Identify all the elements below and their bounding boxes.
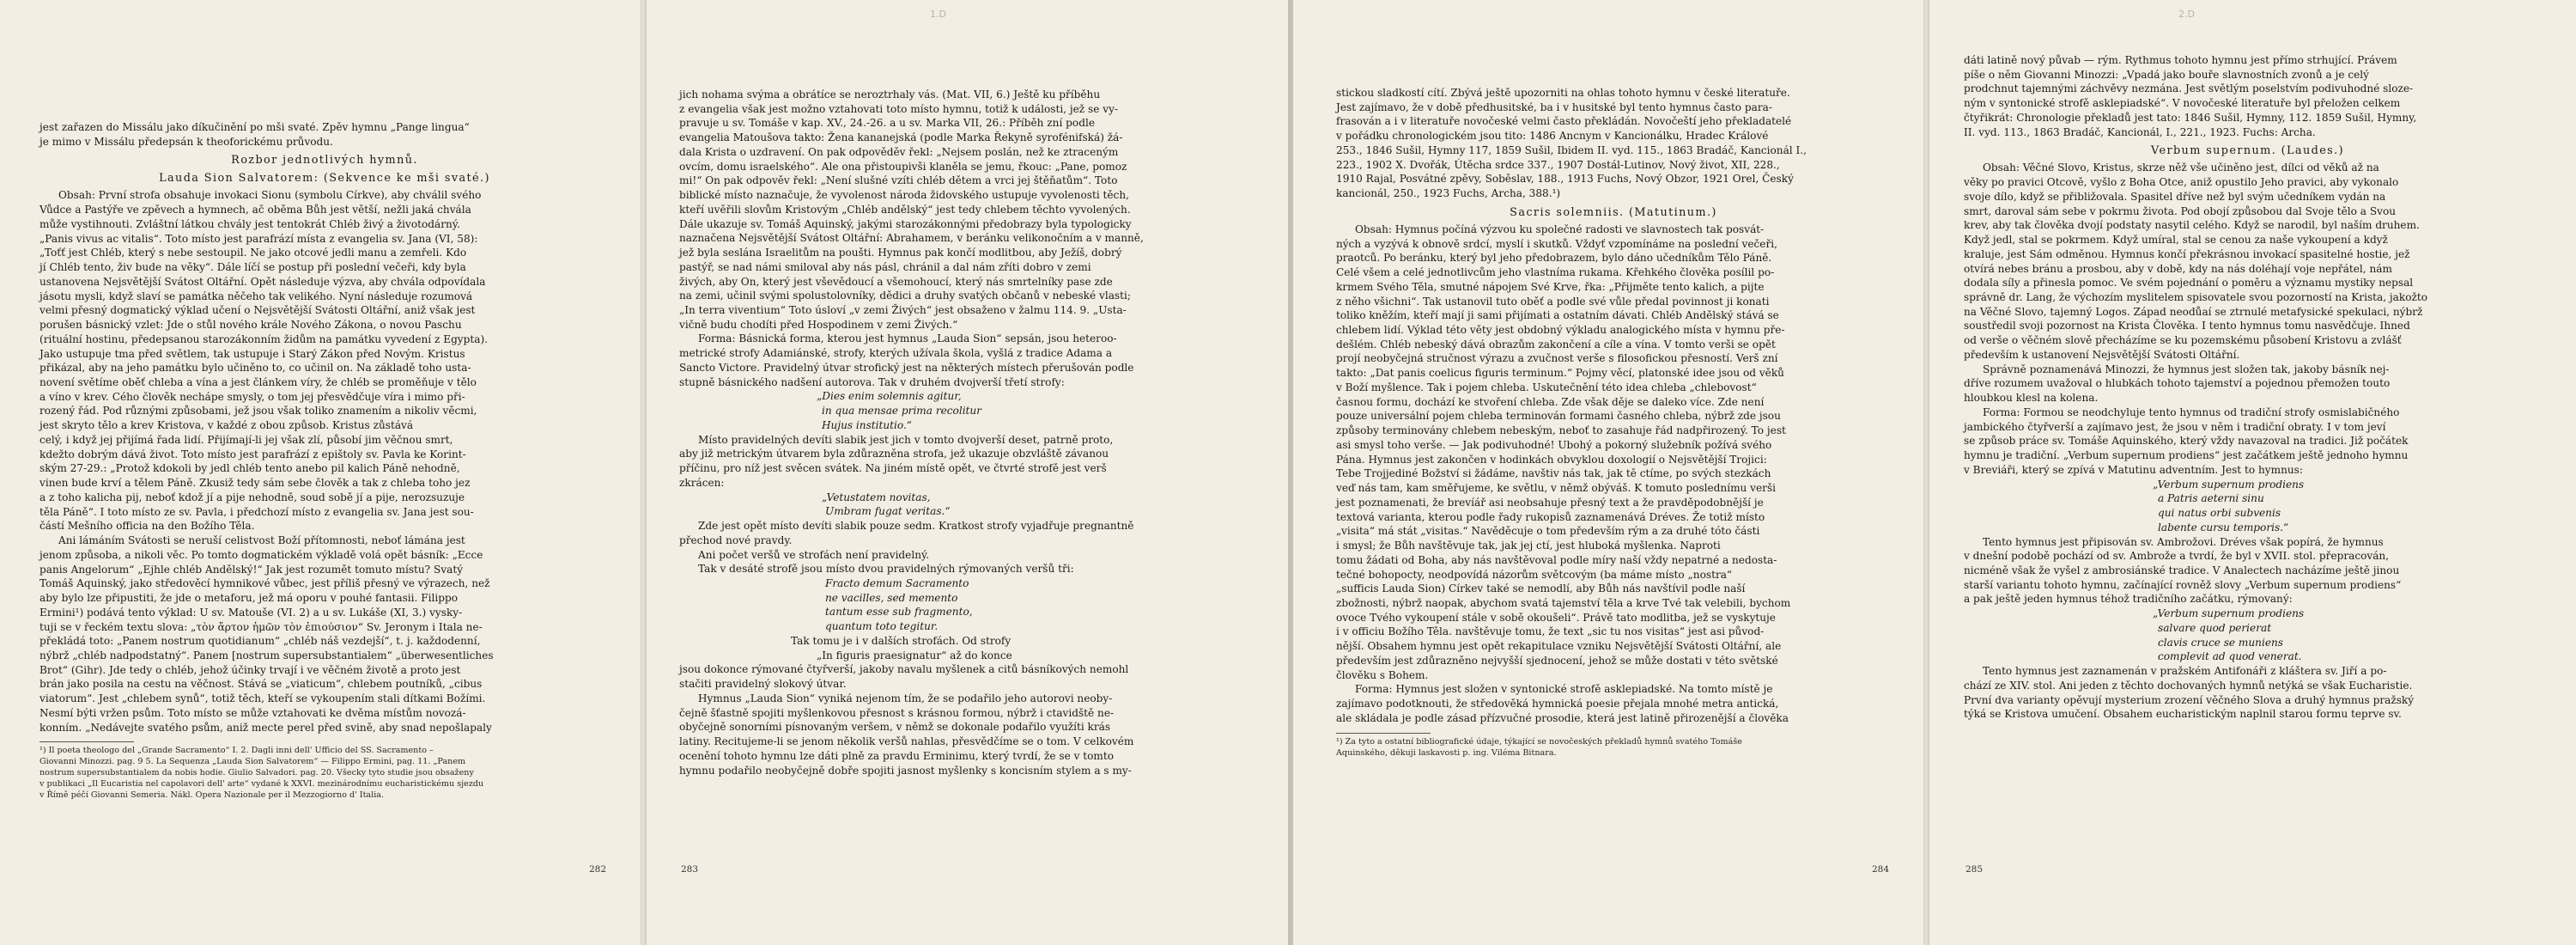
verse-line: complevit ad quod venerat. <box>2158 650 2302 663</box>
text-line: aby bylo lze připustiti, že jde o metaforu, jež má oporu v pouhé fantasii. Filippo <box>39 592 458 605</box>
text-line: ustanovena Nejsvětější Svátost Oltářní. Opět následuje výzva, aby chvála odpovídala <box>39 275 486 288</box>
page-284 <box>1293 0 1925 945</box>
text-line: Sancto Victore. Pravidelný útvar strofický jest na některých místech přerušován podle <box>679 361 1134 374</box>
text-line: dala Krista o uzdravení. On pak odpověděv řekl: „Nejsem poslán, než ke ztraceným <box>679 145 1119 158</box>
text-line: v Breviáři, který se zpívá v Matutinu adventním. Jest to hymnus: <box>1964 463 2303 476</box>
text-line: Forma: Básnická forma, kterou jest hymnus „Lauda Sion“ sepsán, jsou heteroo- <box>698 332 1117 345</box>
text-line: v pořádku chronologickém jsou tito: 1486 Ancnym v Kancionálku, Hradec Králové <box>1336 130 1769 143</box>
footnote: v publikaci „Il Eucaristia nel capolavori dell' arte“ vydané k XXVI. mezinárodnímu eucharistickému sjezdu <box>39 779 484 790</box>
text-line: vičně budu chodíti před Hospodinem v zemi Živých.“ <box>679 318 958 331</box>
text-line: otvírá nebes bránu a prosbou, aby v době, kdy na nás doléhají voje nepřátel, nám <box>1964 262 2392 275</box>
text-line: živých, aby On, který jest vševědoucí a všemohoucí, který nás smrtelníky pase zde <box>679 275 1113 288</box>
text-line: dodala síly a přinesla pomoc. Ve svém pojednání o poměru a významu mystiky nepsal <box>1964 277 2414 290</box>
text-line: a víno v krev. Cého člověk nechápe smysly, o tom jej přesvědčuje víra i mimo při- <box>39 390 465 403</box>
text-line: pouze universální pojem chleba terminován formami časného chleba, nýbrž zde jsou <box>1336 410 1781 423</box>
text-line: člověku s Bohem. <box>1336 668 1429 681</box>
text-line: chází ze XIV. stol. Ani jeden z těchto dochovaných hymnů netýká se však Eucharistie. <box>1964 679 2413 692</box>
verse-line: Umbram fugat veritas.“ <box>825 505 951 518</box>
text-line: Jest zajímavo, že v době předhusitské, ba i v husitské byl tento hymnus často para- <box>1336 101 1772 113</box>
text-line: nicméně však že vyšel z ambrosiánské tradice. V Analectech nacházíme ještě jinou <box>1964 564 2400 576</box>
verse-line: „Verbum supernum prodiens <box>2153 478 2305 491</box>
text-line: viatorum“. Jest „chlebem synů“, totiž těch, kteří se vykoupením stali dítkami Božími. <box>39 692 486 705</box>
text-line: brán jako posila na cestu na věčnost. Stává se „viaticum“, chlebem poutníků, „cibus <box>39 678 483 691</box>
text-line: „Toťť jest Chléb, který s nebe sestoupil. Ne jako otcové jedli manu a zemřeli. Kdo <box>39 247 467 259</box>
text-line: veď nás tam, kam směřujeme, ke světlu, v němž obýváš. K tomuto poslednímu verši <box>1336 482 1777 495</box>
text-line: mi!“ On pak odpověv řekl: „Není slušné vzíti chléb dětem a vrci jej štěňatům“. Toto <box>679 174 1118 187</box>
text-line: v dnešní podobě pochází od sv. Ambrože a tvrdí, že byl v XVII. stol. přepracován, <box>1964 550 2390 563</box>
text-line: prodchnut tajemnými záchvěvy nezmána. Jest světlým poselstvím podivuhodné sloze- <box>1964 82 2414 95</box>
footnote: Aquinského, děkuji laskavosti p. ing. Viléma Bitnara. <box>1336 747 1557 758</box>
footnote: nostrum supersubstantialem da nobis hodie. Giulio Salvadori. pag. 20. Všecky tyto studie jsou obsaženy <box>39 768 474 778</box>
text-line: jí Chléb tento, živ bude na věky“. Dále líčí se postup při poslední večeři, kdy byla <box>39 261 466 274</box>
page-number: 285 <box>1965 864 1984 875</box>
verse-line: Fracto demum Sacramento <box>825 576 969 589</box>
text-line: jenom způsoba, a nikoli věc. Po tomto dogmatickém výkladě volá opět básník: „Ecce <box>39 548 483 561</box>
text-line: smrt, daroval sám sebe v pokrmu života. Pod obojí způsobou dal Svoje tělo a Svou <box>1964 204 2397 217</box>
text-line: zajímavo podotknouti, že středověká hymnická poesie přejala mnohé metra antická, <box>1336 698 1779 710</box>
text-line: (rituální hostinu, předepsanou starozákonním židům na památku vyvedení z Egypta). <box>39 332 489 345</box>
text-line: kancionál, 250., 1923 Fuchs, Archa, 388.¹) <box>1336 187 1561 200</box>
text-line: čejně šťastně spojiti myšlenkovou přesnost s krásnou formou, nýbrž i ctavidště ne- <box>679 706 1115 719</box>
text-line: pravuje u sv. Tomáše v kap. XV., 24.-26. a u sv. Marka VII, 26.: Příběh zní podle <box>679 117 1095 130</box>
text-line: Zde jest opět místo devíti slabik pouze sedm. Kratkost strofy vyjadřuje pregnantně <box>698 520 1134 533</box>
text-line: „sufficis Lauda Sion) Církev také se nemodlí, aby Bůh nás navštívil podle naší <box>1336 582 1746 595</box>
text-line: přechod nové pravdy. <box>679 533 793 546</box>
text-line: novení světíme oběť chleba a vína a jest článkem víry, že chléb se proměňuje v tělo <box>39 376 477 389</box>
verse-line: in qua mensae prima recolitur <box>822 405 981 418</box>
text-line: na Věčné Slovo, tajemný Logos. Západ neodůaí se ztrnulé metafysické spekulaci, nýbrž <box>1964 305 2423 318</box>
text-line: částí Mešního officia na den Božího Těla. <box>39 520 255 533</box>
text-line: Obsah: Věčné Slovo, Kristus, skrze něž vše učiněno jest, dílci od věků až na <box>1983 162 2379 174</box>
text-line: čtyřikrát: Chronologie překladů jest tato: 1846 Sušil, Hymny, 112. 1859 Sušil, Hymny, <box>1964 111 2417 124</box>
text-line: Ani počet veršů ve strofách není pravidelný. <box>698 548 930 561</box>
page-number: 284 <box>1871 864 1889 875</box>
right-spread <box>1288 0 2576 945</box>
text-line: toliko kněžím, kteří mají ji sami přijímati a ostatním dávati. Chléb Andělský stává se <box>1336 309 1779 322</box>
text-line: vinen bude krví a tělem Páně. Zkusiž tedy sám sebe člověk a tak z chleba toho jez <box>39 477 471 490</box>
text-line: je mimo v Missálu předepsán k theoforickému průvodu. <box>39 135 333 148</box>
text-line: Vůdce a Pastýře ve zpěvech a hymnech, ač oběma Bůh jest větší, nežli jaká chvála <box>39 204 471 216</box>
text-line: rozený řád. Pod různými způsobami, jež jsou však toliko znamením a nikoliv věcmi, <box>39 405 477 418</box>
text-line: pastýř, se nad námi smiloval aby nás pásl, chránil a dal nám zříti dobro v zemi <box>679 260 1091 273</box>
text-line: Dále ukazuje sv. Tomáš Aquinský, jakými starozákonnými předobrazy byla typologicky <box>679 217 1132 230</box>
text-line: se způsob práce sv. Tomáše Aquinského, který vždy navazoval na tradici. Již počátek <box>1964 435 2409 448</box>
page-282 <box>0 0 644 945</box>
text-line: nýbrž „chléb nadpodstatný“. Panem [nostrum supersubstantialem“ „überwesentliches <box>39 649 494 662</box>
text-line: dříve rozumem uvažoval o hlubkách tohoto tajemství a pojednou přemožen touto <box>1964 377 2391 390</box>
text-line: panis Angelorum“ „Ejhle chléb Andělský!“ Jak jest rozumět tomuto místu? Svatý <box>39 563 464 576</box>
text-line: Tento hymnus jest připisován sv. Ambrožovi. Dréves však popírá, že hymnus <box>1983 535 2384 548</box>
text-line: přikázal, aby na jeho památku bylo učiněno to, co učinil on. Na základě toho usta- <box>39 362 471 375</box>
text-line: velmi přesný dogmatický výklad učení o Nejsvětější Svátosti Oltářní, aniž však jest <box>39 304 476 317</box>
text-line: jest zařazen do Missálu jako díkučinění po mši svaté. Zpěv hymnu „Pange lingua“ <box>39 121 470 133</box>
page-number: 283 <box>681 864 699 875</box>
verse-line: a Patris aeterni sinu <box>2158 492 2264 505</box>
text-line: Forma: Hymnus jest složen v syntonické strofě asklepiadské. Na tomto místě je <box>1355 683 1773 696</box>
text-line: Forma: Formou se neodchyluje tento hymnus od tradiční strofy osmislabičného <box>1983 405 2400 418</box>
text-line: Ermini¹) podává tento výklad: U sv. Matouše (VI. 2) a u sv. Lukáše (XI, 3.) vysky- <box>39 606 463 619</box>
text-line: aby již metrickým útvarem byla zdůrazněna strofa, jež ukazuje obzvláště závanou <box>679 448 1109 460</box>
text-line: „visita“ má stát „visitas.“ Navěděcuje o tom především rým a za druhé tóto části <box>1336 525 1760 538</box>
text-line: překládá toto: „Panem nostrum quotidianum“ „chléb náš vezdejší“, t. j. každodenní, <box>39 635 481 648</box>
footnote-rule <box>39 741 134 742</box>
text-line: porušen básnický vzlet: Jde o stůl nového krále Nového Zákona, o novou Paschu <box>39 319 462 332</box>
text-line: nější. Obsahem hymnu jest opět rekapitulace vzniku Nejsvětější Svátosti Oltářní, ale <box>1336 640 1782 653</box>
page-285 <box>1929 0 2576 945</box>
text-line: jež byla seslána Israelitům na poušti. Hymnus pak končí modlitbou, aby Ježíš, dobrý <box>679 247 1122 259</box>
text-line: Hymnus „Lauda Sion“ vyniká nejenom tím, že se podařilo jeho autorovi neoby- <box>698 692 1113 704</box>
verse-line: tantum esse sub fragmento, <box>825 606 973 619</box>
text-line: ovoce Tvého vykoupení stále v sobě okoušeli“. Právě tato modlitba, jež se vyskytuje <box>1336 611 1776 624</box>
text-line: soustředil svoji pozornost na Krista Člověka. I tento hymnus tomu nasvědčuje. Ihned <box>1964 320 2410 332</box>
text-line: dešlém. Chléb nebeský dává obrazům zakončení a cíle a vína. V tomto verši se opět <box>1336 338 1776 351</box>
text-line: 253., 1846 Sušil, Hymny 117, 1859 Sušil, Ibidem II. vyd. 115., 1863 Bradáč, Kancionál I., <box>1336 143 1807 156</box>
text-line: praotců. Po beránku, který byl jeho předobrazem, bylo dáno učedníkům Tělo Páně. <box>1336 252 1772 265</box>
text-line: ných a vyzývá k obnově srdcí, myslí i skutků. Vždyť vzpomínáme na poslední večeři, <box>1336 237 1777 250</box>
text-line: svoje dílo, když se přibližovala. Spasitel dříve než byl svým učedníkem vydán na <box>1964 190 2386 203</box>
text-line: obyčejně sonorními písnovaným veršem, v němž se dokonale podařilo využíti krás <box>679 721 1111 734</box>
text-line: II. vyd. 113., 1863 Bradáč, Kancionál, I., 221., 1923. Fuchs: Archa. <box>1964 125 2316 138</box>
text-line: kteří uvěřili slovům Kristovým „Chléb andělský“ jest tedy chlebem těchto vyvolených. <box>679 203 1131 216</box>
text-line: Obsah: Hymnus počíná výzvou ku společné radosti ve slavnostech tak posvát- <box>1355 223 1765 235</box>
text-line: i v officiu Božího Těla. navštěvuje tomu, že text „sic tu nos visitas“ jest asi původ- <box>1336 625 1765 638</box>
text-line: „In terra viventium“ Toto úsloví „v zemi Živých“ jest obsaženo v žalmu 114. 9. „Usta- <box>679 304 1127 317</box>
pencil-mark: 1.D <box>930 9 946 20</box>
text-line: Správně poznamenává Minozzi, že hymnus jest složen tak, jakoby básník nej- <box>1983 363 2390 375</box>
verse-line: quantum toto tegitur. <box>825 620 939 633</box>
text-line: metrické strofy Adamiánské, strofy, kterých užívala škola, vyšlá z tradice Adama a <box>679 347 1113 360</box>
verse-line: qui natus orbi subvenis <box>2158 507 2281 520</box>
verse-line: Hujus institutio.“ <box>822 418 912 431</box>
section-heading: Lauda Sion Salvatorem: (Sekvence ke mši svaté.) <box>159 172 490 186</box>
text-line: stupně básnického nadšení autorova. Tak v druhém dvojverší třetí strofy: <box>679 375 1065 388</box>
text-line: Celé všem a celé jednotlivcům jeho vlastníma rukama. Křehkého člověka posílil po- <box>1336 266 1775 279</box>
footnote: v Římě péčí Giovanni Semeria. Nákl. Opera Nazionale per il Mezzogiorno d' Italia. <box>39 790 385 801</box>
text-line: Tento hymnus jest zaznamenán v pražském Antifonáři z kláštera sv. Jiří a po- <box>1983 665 2387 678</box>
section-heading: Sacris solemniis. (Matutinum.) <box>1510 205 1717 219</box>
text-line: Místo pravidelných devíti slabik jest jich v tomto dvojverší deset, patrně proto, <box>698 433 1114 446</box>
text-line: věky po pravici Otcově, vyšlo z Boha Otce, aniž opustilo Jeho pravici, aby vykonalo <box>1964 176 2399 189</box>
page-number: 282 <box>588 864 606 875</box>
text-line: jest skryto tělo a krev Kristova, v každé z obou způsob. Kristus zůstává <box>39 419 414 432</box>
footnote-rule <box>1336 733 1431 734</box>
text-line: projí neobyčejná stručnost výrazu a zvučnost verše s filosofickou přesností. Verš zní <box>1336 352 1778 365</box>
verse-line: clavis cruce se muniens <box>2158 636 2283 649</box>
text-line: může vystihnouti. Zvláštní látkou chvály jest tentokrát Chléb živý a životodárný. <box>39 217 460 230</box>
text-line: Brot“ (Gihr). Jde tedy o chléb, jehož účinky trvají i ve věčném životě a proto jest <box>39 663 461 676</box>
text-line: ocenění tohoto hymnu lze dáti plně za pravdu Erminimu, který tvrdí, že se v tomto <box>679 749 1115 762</box>
text-line: konním. „Nedávejte svatého psům, aniž mecte perel před svině, aby snad nepošlapaly <box>39 721 492 734</box>
text-line: způsoby terminovány chlebem nebeským, neboť to zasahuje řád nadpřirozený. To jest <box>1336 424 1786 437</box>
text-line: textová varianta, kterou podle řady rukopisů zaznamenává Dréves. Že totiž místo <box>1336 510 1765 523</box>
text-line: tečné bohopocty, neodpovídá názorům světcovým (ba máme místo „nostra“ <box>1336 568 1733 581</box>
text-line: v Boží myšlence. Tak i pojem chleba. Uskutečnění této idea chleba „chlebovost“ <box>1336 381 1757 393</box>
text-line: biblické místo naznačuje, že vyvolenost národa židovského ustupuje vyvolenosti těch, <box>679 189 1129 202</box>
text-line: ale skládala je podle zásad přízvučné prosodie, která jest latině přirozenější a člověka <box>1336 711 1789 724</box>
section-heading: Verbum supernum. (Laudes.) <box>2151 144 2344 158</box>
text-line: a z toho kalicha pij, neboť kdož jí a pije nehodně, soud sobě jí a pije, nerozsuzuje <box>39 491 465 503</box>
text-line: 223., 1902 X. Dvořák, Útěcha srdce 337., 1907 Dostál-Lutinov, Nový život, XII, 228., <box>1336 158 1780 171</box>
text-line: Tebe Trojjediné Božství si žádáme, navštiv nás tak, jak tě ctíme, po svých stezkách <box>1336 467 1771 480</box>
text-line: dáti latině nový půvab — rým. Rythmus tohoto hymnu jest přímo strhující. Právem <box>1964 54 2397 66</box>
section-heading: Rozbor jednotlivých hymnů. <box>231 154 418 168</box>
text-line: evangelia Matoušova takto: Žena kananejská (podle Marka Řekyně syrofénifská) žá- <box>679 131 1123 144</box>
text-line: stačiti pravidelný slokový útvar. <box>679 678 847 691</box>
text-line: Ani lámáním Svátosti se neruší celistvost Boží přítomnosti, neboť lámána jest <box>58 534 465 547</box>
text-line: i smysl; že Bůh navštěvuje tak, jak jej ctí, jest hluboká myšlenka. Naproti <box>1336 540 1721 552</box>
text-line: Pána. Hymnus jest zakončen v hodinkách obvyklou doxologií o Nejsvětější Trojici: <box>1336 453 1767 466</box>
text-line: Nesmí býti vržen psům. Toto místo se může vztahovati ke dvěma místům novozá- <box>39 706 466 719</box>
text-line: „In figuris praesignatur“ až do konce <box>817 649 1012 662</box>
text-line: z něho všichni“. Tak ustanovil tuto oběť a podle své vůle předal povinnost ji konati <box>1336 295 1770 308</box>
text-line: Tomáš Aquinský, jako středověcí hymnikové vůbec, jest příliš přesný ve výrazech, než <box>39 577 490 590</box>
text-line: První dva varianty opěvují mysterium zrození věčného Slova a druhý hymnus pražský <box>1964 693 2415 706</box>
verse-line: ne vacilles, sed memento <box>825 591 958 604</box>
text-line: zkrácen: <box>679 476 725 489</box>
text-line: starší variantu tohoto hymnu, začínající rovněž slovy „Verbum supernum prodiens“ <box>1964 578 2402 591</box>
text-line: jich nohama svýma a obrátíce se neroztrhaly vás. (Mat. VII, 6.) Ještě ku příběhu <box>679 88 1101 101</box>
text-line: jest poznamenati, že brevíář asi neobsahuje přesný text a že pravděpodobnější je <box>1336 496 1764 509</box>
text-line: těla Páně“. I toto místo ze sv. Pavla, i předchozí místo z evangelia sv. Jana jest sou- <box>39 505 474 518</box>
text-line: hymnu podařilo neobyčejně dobře spojiti jasnost myšlenky s koncisním stylem a s my- <box>679 764 1132 777</box>
text-line: ovcím, domu israelského“. Ale ona přistoupivši klaněla se jemu, řkouc: „Pane, pomoz <box>679 160 1127 173</box>
text-line: krev, aby tak člověka dvojí podstaty nasytil celého. Když se narodil, byl naším druhem. <box>1964 219 2420 232</box>
text-line: takto: „Dat panis coelicus figuris terminum.“ Pojmy věcí, platonské idee jsou od věků <box>1336 367 1784 380</box>
text-line: na zemi, učinil svými spolustolovníky, dědici a druhy svatých občanů v nebeské vlasti; <box>679 290 1131 302</box>
text-line: hloubkou klesl na kolena. <box>1964 392 2099 405</box>
text-line: a pak ještě jeden hymnus téhož tradičního začátku, rýmovaný: <box>1964 593 2293 606</box>
text-line: krmem Svého Těla, smutné nápojem Své Krve, řka: „Přijměte tento kalich, a pijte <box>1336 280 1765 293</box>
footnote: ¹) Za tyto a ostatní bibliografické údaje, týkající se novočeských překladů hymnů svatého Tomáše <box>1336 736 1742 747</box>
text-line: zbožnosti, nýbrž naopak, abychom svatá tajemství těla a krve Tvé tak velebili, bychom <box>1336 596 1791 609</box>
text-line: především jest zdůrazněno nejvyšší sjednocení, jehož se může dostati v této světské <box>1336 654 1778 667</box>
text-line: ským 27-29.: „Protož kdokoli by jedl chléb tento anebo pil kalich Páně nehodně, <box>39 462 460 475</box>
text-line: naznačena Nejsvětější Svátost Oltářní: Abrahamem, v beránku velikonočním a v manně, <box>679 232 1144 245</box>
text-line: především k ustanovení Nejsvětější Svátosti Oltářní. <box>1964 348 2240 361</box>
text-line: tomu žádati od Boha, aby nás navštěvoval podle míry naší vždy nepatrné a nedosta- <box>1336 553 1777 566</box>
verse-line: „Vetustatem novitas, <box>822 491 931 503</box>
pencil-mark: 2.D <box>2178 9 2195 20</box>
text-line: časnou formu, dochází ke stvoření chleba. Zde však děje se daleko více. Zde není <box>1336 395 1765 408</box>
verse-line: salvare quod perierat <box>2158 621 2272 634</box>
text-line: frasován a i v literatuře novočeské velmi často překládán. Novočeští jeho překladatelé <box>1336 115 1792 128</box>
text-line: ným v syntonické strofě asklepiadské“. V novočeské literatuře byl přeložen celkem <box>1964 97 2401 110</box>
text-line: píše o něm Giovanni Minozzi: „Vpadá jako bouře slavnostních zvonů a je celý <box>1964 68 2369 81</box>
text-line: z evangelia však jest možno vztahovati toto místo hymnu, totiž k události, jež se vy- <box>679 102 1118 115</box>
text-line: kraluje, jest Sám odměnou. Hymnus končí překrásnou invokací spasitelné hostie, jež <box>1964 247 2410 260</box>
text-line: latiny. Recitujeme-li se jenom několik veršů nahlas, přesvědčíme se o tom. V celkovém <box>679 735 1134 748</box>
page-283 <box>646 0 1288 945</box>
text-line: Tak v desáté strofě jsou místo dvou pravidelných rýmovaných veršů tři: <box>698 563 1074 576</box>
text-line: tuji se v řeckém textu slova: „τὸν ἄρτον ἡμῶν τὸν ἐπιούσιον“ Sv. Jeronym i Itala ne- <box>39 620 483 633</box>
text-line: Tak tomu je i v dalších strofách. Od strofy <box>791 634 1012 647</box>
text-line: jásotu mysli, když slaví se památka něčeho tak velikého. Nyní následuje rozumová <box>39 290 473 302</box>
footnote: Giovanni Minozzi. pag. 9 5. La Sequenza „Lauda Sion Salvatorem“ — Filippo Ermini, pag. 11. „Panem <box>39 757 466 767</box>
verse-line: „Dies enim solemnis agitur, <box>817 390 962 403</box>
text-line: chlebem lidí. Výklad této věty jest obdobný výkladu analogického místa v hymnu pře- <box>1336 324 1785 337</box>
text-line: týká se Kristova umučení. Obsahem eucharistickým naplnil starou formu teprve sv. <box>1964 708 2402 721</box>
text-line: asi smysl toho verše. — Jak podivuhodné! Ubohý a pokorný služebník požívá svého <box>1336 438 1772 451</box>
footnote: ¹) Il poeta theologo del „Grande Sacramento“ I. 2. Dagli inni dell' Ufficio del SS. Sacramento – <box>39 746 434 756</box>
text-line: od verše o věčném slově přecházíme se ku pozemskému působení Kristovu a zvlášť <box>1964 334 2402 347</box>
text-line: jambického čtyřverší a zajímavo jest, že jsou v něm i tradiční obraty. I v tom jeví <box>1964 420 2386 433</box>
text-line: kdežto dobrým dává život. Toto místo jest parafrází z epištoly sv. Pavla ke Korint- <box>39 448 466 460</box>
text-line: hymnu je tradiční. „Verbum supernum prodiens“ jest začátkem ještě jednoho hymnu <box>1964 449 2409 462</box>
text-line: Obsah: První strofa obsahuje invokaci Sionu (symbolu Církve), aby chválil svého <box>58 189 482 202</box>
text-line: 1910 Rajal, Posvátné zpěvy, Soběslav, 188., 1913 Fuchs, Nový Obzor, 1921 Orel, Český <box>1336 173 1794 186</box>
verse-line: „Verbum supernum prodiens <box>2153 607 2305 620</box>
text-line: Když jedl, stal se pokrmem. Když umíral, stal se cenou za naše vykoupení a když <box>1964 234 2388 247</box>
text-line: Jako ustupuje tma před světlem, tak ustupuje i Starý Zákon před Novým. Kristus <box>39 347 465 360</box>
verse-line: labente cursu temporis.“ <box>2158 521 2289 533</box>
text-line: stickou sladkostí cítí. Zbývá ještě upozorniti na ohlas tohoto hymnu v české literatuře. <box>1336 87 1790 99</box>
text-line: příčinu, pro níž jest svěcen svátek. Na jiném místě opět, ve čtvrté strofě jest verš <box>679 462 1107 475</box>
text-line: správně dr. Lang, že výchozím myslitelem spisovatele svou pozorností na Krista, jakožto <box>1964 291 2427 304</box>
text-line: celý, i když jej přijímá řada lidí. Přijímají-li jej však zlí, působí jim věčnou smrt, <box>39 433 453 446</box>
text-line: jsou dokonce rýmované čtyřverší, jakoby navalu myšlenek a citů básníkových nemohl <box>679 663 1129 676</box>
text-line: „Panis vivus ac vitalis“. Toto místo jest parafrází místa z evangelia sv. Jana (VI, 58): <box>39 232 478 245</box>
